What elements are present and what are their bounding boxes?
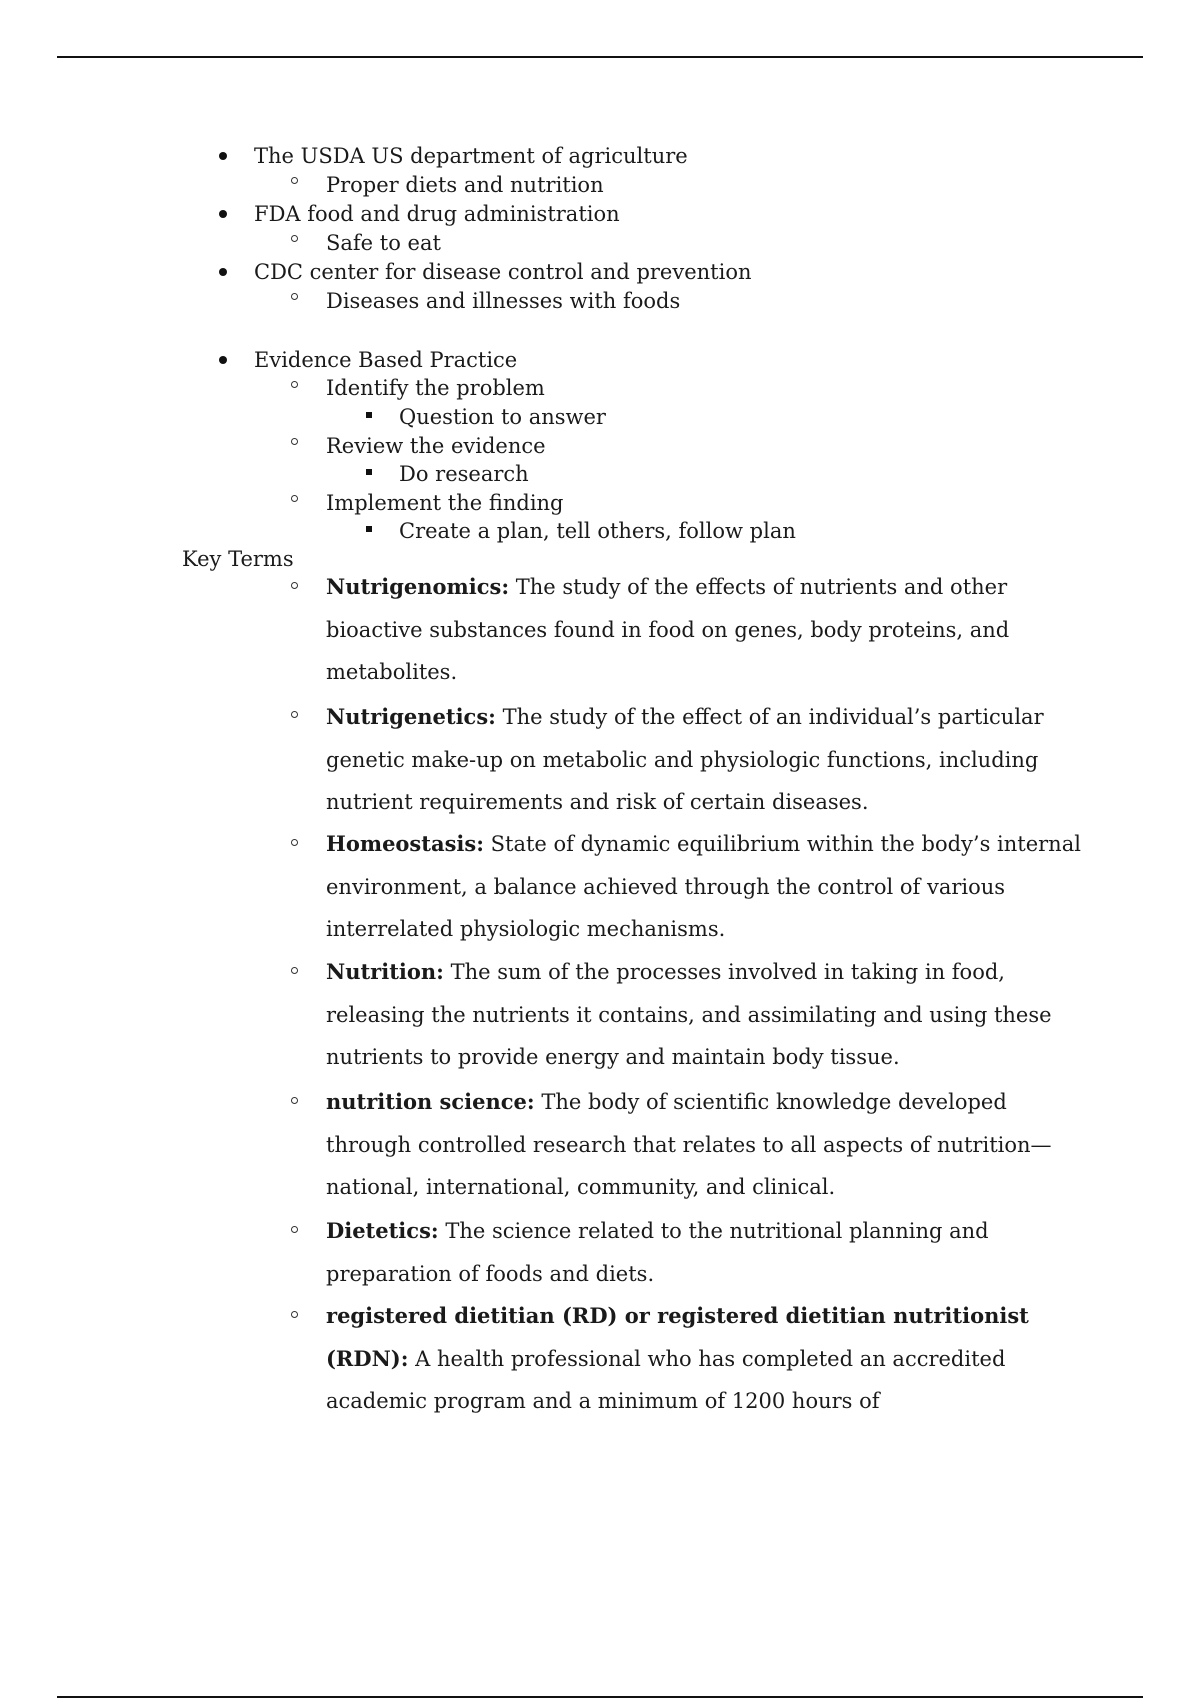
ebp-substep: Create a plan, tell others, follow plan [399,519,796,543]
circle-bullet [291,1226,298,1233]
term-name: Homeostasis: [326,831,484,856]
key-terms-heading: Key Terms [182,547,294,571]
square-bullet [366,526,372,532]
term-definition: The sum of the processes involved in taking in food, releasing the nutrients it contains, and assimilating and using these nutrients to provide energy and maintain body tissue. [326,960,1052,1070]
term-definition: A health professional who has completed an accredited academic program and a minimum of 1200 hours of [326,1346,1006,1414]
term-definition: The study of the effect of an individual’s particular genetic make-up on metabolic and physiologic functions, including nutrient requirements and risk of certain diseases. [326,705,1044,815]
agency-name: FDA food and drug administration [254,202,620,226]
ebp-substep: Question to answer [399,405,606,429]
disc-bullet [219,356,227,364]
term-item [326,1210,1086,1295]
term-item [326,696,1086,824]
circle-bullet [291,1311,298,1318]
circle-bullet [291,235,298,242]
circle-bullet [291,495,298,502]
ebp-step: Implement the finding [326,491,564,515]
circle-bullet [291,1097,298,1104]
term-name: Nutrigenomics: [326,574,510,599]
term-name: Dietetics: [326,1218,439,1243]
circle-bullet [291,967,298,974]
agency-name: CDC center for disease control and prevention [254,260,752,284]
circle-bullet [291,438,298,445]
ebp-title: Evidence Based Practice [254,348,518,372]
term-name: nutrition science: [326,1089,535,1114]
term-name: Nutrigenetics: [326,704,496,729]
ebp-step: Identify the problem [326,376,545,400]
term-definition: The study of the effects of nutrients and other bioactive substances found in food on genes, body proteins, and metabolites. [326,575,1010,685]
term-item [326,1081,1086,1209]
disc-bullet [219,210,227,218]
circle-bullet [291,177,298,184]
circle-bullet [291,839,298,846]
ebp-step: Review the evidence [326,434,546,458]
agency-detail: Safe to eat [326,231,441,255]
agency-detail: Proper diets and nutrition [326,173,604,197]
agency-name: The USDA US department of agriculture [254,144,688,168]
square-bullet [366,469,372,475]
ebp-substep: Do research [399,462,529,486]
term-item [326,1295,1066,1423]
term-name: Nutrition: [326,959,444,984]
square-bullet [366,412,372,418]
header-rule [57,56,1143,58]
circle-bullet [291,381,298,388]
circle-bullet [291,711,298,718]
term-item [326,951,1086,1079]
agency-detail: Diseases and illnesses with foods [326,289,681,313]
footer-rule [57,1696,1143,1698]
term-item [326,823,1086,951]
circle-bullet [291,293,298,300]
term-definition: State of dynamic equilibrium within the body’s internal environment, a balance achieved through the control of various interrelated physiologic mechanisms. [326,832,1081,942]
circle-bullet [291,582,298,589]
term-definition: The science related to the nutritional planning and preparation of foods and diets. [326,1219,989,1286]
term-name: registered dietitian (RD) or registered dietitian nutritionist (RDN): [326,1303,1029,1371]
term-item [326,566,1086,694]
disc-bullet [219,268,227,276]
disc-bullet [219,152,227,160]
term-definition: The body of scientific knowledge developed through controlled research that relates to all aspects of nutrition—national, international, community, and clinical. [326,1090,1052,1200]
